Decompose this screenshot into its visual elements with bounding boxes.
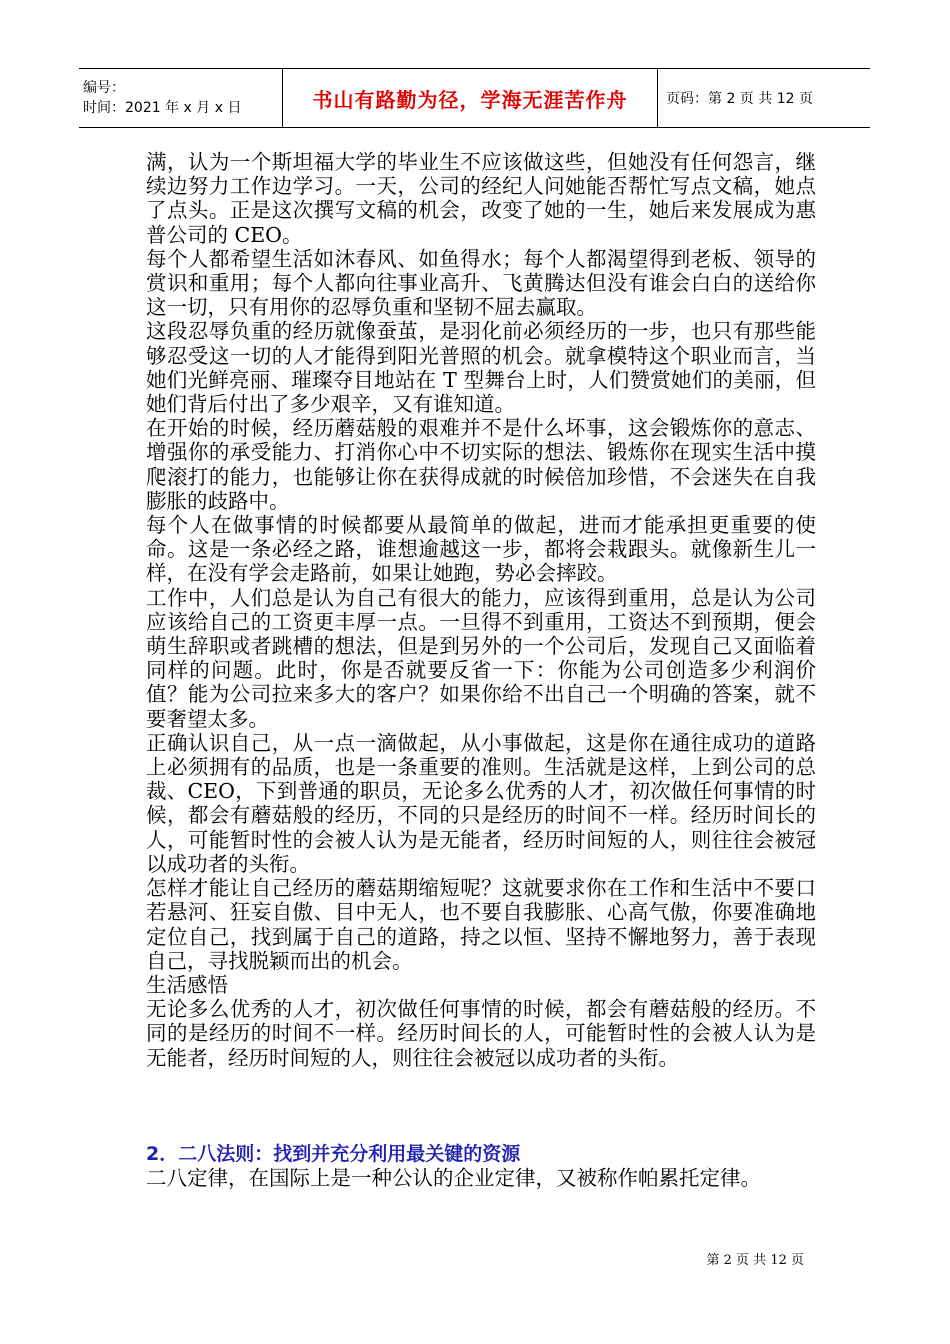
paragraph: 正确认识自己，从一点一滴做起，从小事做起，这是你在通往成功的道路上必须拥有的品质，也是一条重要的准则。生活就是这样，上到公司的总裁、CEO，下到普通的职员，无论多么优秀的人才，初次做任何事情的时候，都会有蘑菇般的经历，不同的只是经历的时间不一样。经历时间长的人，可能暂时性的会被人认为是无能者，经历时间短的人，则往往会被冠以成功者的头衔。	[146, 730, 816, 876]
paragraph: 在开始的时候，经历蘑菇般的艰难并不是什么坏事，这会锻炼你的意志、增强你的承受能力、打消你心中不切实际的想法、锻炼你在现实生活中摸爬滚打的能力，也能够让你在获得成就的时候倍加珍惜，不会迷失在自我膨胀的歧路中。	[146, 416, 816, 513]
paragraph: 怎样才能让自己经历的蘑菇期缩短呢？这就要求你在工作和生活中不要口若悬河、狂妄自傲、目中无人，也不要自我膨胀、心高气傲，你要准确地定位自己，找到属于自己的道路，持之以恒、坚持不懈地努力，善于表现自己，寻找脱颖而出的机会。	[146, 876, 816, 973]
page-footer: 第 2 页 共 12 页	[706, 1253, 804, 1268]
header-meta	[79, 69, 282, 127]
serial-label: 编号：	[83, 80, 125, 96]
paragraph: 满，认为一个斯坦福大学的毕业生不应该做这些，但她没有任何怨言，继续边努力工作边学习。一天，公司的经纪人问她能否帮忙写点文稿，她点了点头。正是这次撰写文稿的机会，改变了她的一生，她后来发展成为惠普公司的 CEO。	[146, 150, 816, 247]
paragraph: 每个人在做事情的时候都要从最简单的做起，进而才能承担更重要的使命。这是一条必经之路，谁想逾越这一步，都将会栽跟头。就像新生儿一样，在没有学会走路前，如果让她跑，势必会摔跤。	[146, 513, 816, 586]
section-heading: 2．二八法则：找到并充分利用最关键的资源	[146, 1142, 521, 1165]
time-label: 时间：2021 年 x 月 x 日	[83, 100, 242, 116]
paragraph: 这段忍辱负重的经历就像蚕茧，是羽化前必须经历的一步，也只有那些能够忍受这一切的人才能得到阳光普照的机会。就拿模特这个职业而言，当她们光鲜亮丽、璀璨夺目地站在 T 型舞台上时，人们赞赏她们的美丽，但她们背后付出了多少艰辛，又有谁知道。	[146, 319, 816, 417]
page-header	[79, 68, 870, 128]
paragraph: 工作中，人们总是认为自己有很大的能力，应该得到重用，总是认为公司应该给自己的工资更丰厚一点。一旦得不到重用，工资达不到预期，便会萌生辞职或者跳槽的想法，但是到另外的一个公司后，发现自己又面临着同样的问题。此时，你是否就要反省一下：你能为公司创造多少利润价值？能为公司拉来多大的客户？如果你给不出自己一个明确的答案，就不要奢望太多。	[146, 585, 816, 731]
subheading-life-insight: 生活感悟	[146, 972, 228, 997]
paragraph: 每个人都希望生活如沐春风、如鱼得水；每个人都渴望得到老板、领导的赏识和重用；每个人都向往事业高升、飞黄腾达但没有谁会白白的送给你这一切，只有用你的忍辱负重和坚韧不屈去赢取。	[146, 246, 816, 320]
paragraph: 无论多么优秀的人才，初次做任何事情的时候，都会有蘑菇般的经历。不同的是经历的时间不一样。经历时间长的人，可能暂时性的会被人认为是无能者，经历时间短的人，则往往会被冠以成功者的头衔。	[146, 997, 816, 1070]
header-page-cell	[658, 69, 870, 127]
header-motto: 书山有路勤为径，学海无涯苦作舟	[312, 87, 628, 112]
spacer	[146, 1070, 816, 1142]
paragraph: 二八定律，在国际上是一种公认的企业定律，又被称作帕累托定律。	[146, 1165, 761, 1190]
document-body	[146, 150, 816, 1190]
header-motto-cell	[282, 69, 658, 127]
header-page-label: 页码：第 2 页 共 12 页	[666, 91, 813, 107]
